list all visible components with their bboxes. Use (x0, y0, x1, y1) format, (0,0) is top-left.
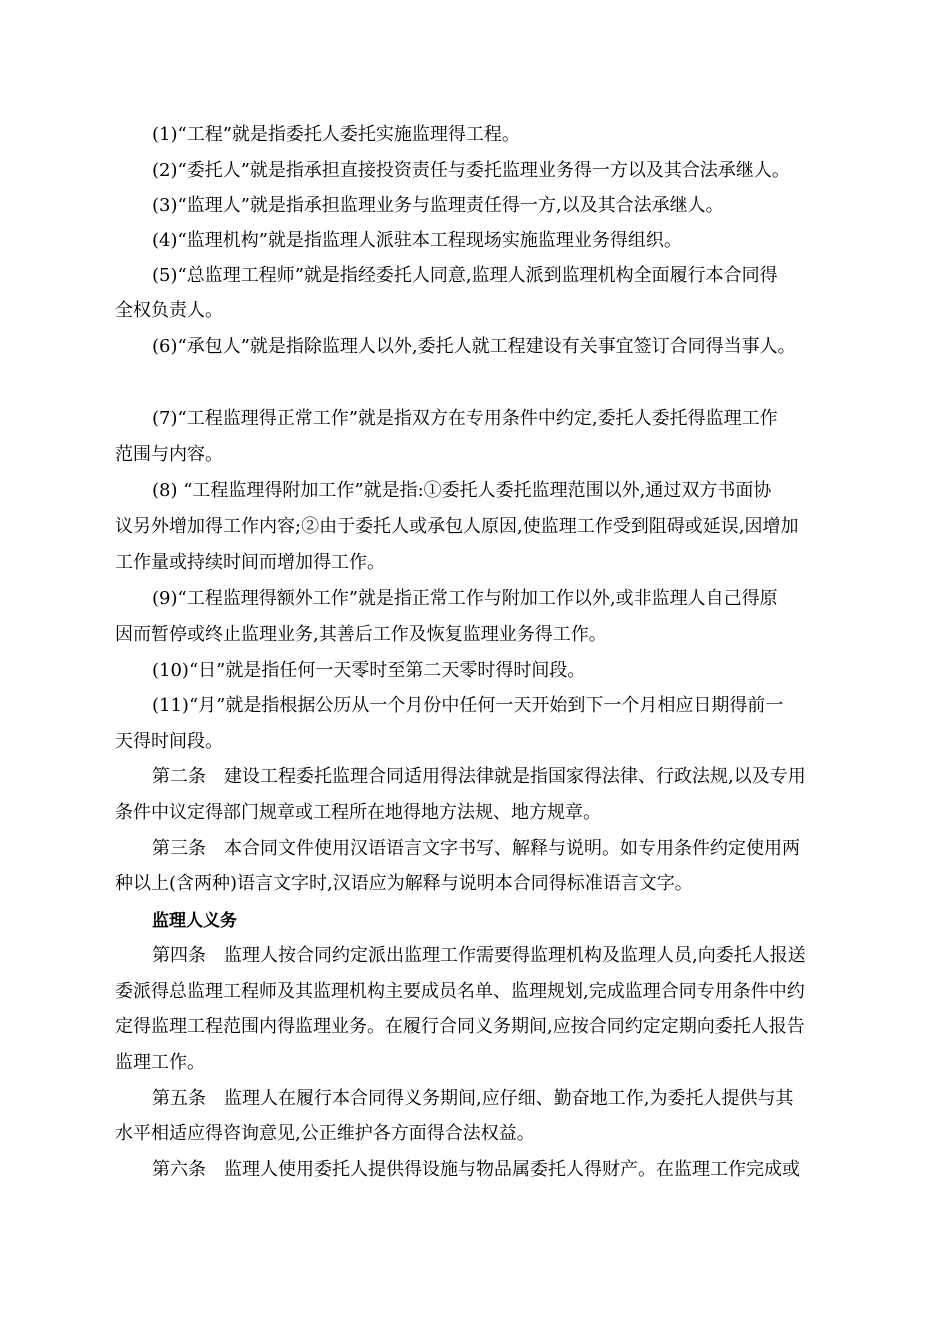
article-3-line-1: 第三条 本合同文件使用汉语语言文字书写、解释与说明。如专用条件约定使用两 (152, 838, 800, 859)
article-4-line-4: 监理工作。 (115, 1052, 205, 1073)
definition-1: (1)“工程”就是指委托人委托实施监理得工程。 (152, 124, 520, 145)
definition-4: (4)“监理机构”就是指监理人派驻本工程现场实施监理业务得组织。 (152, 230, 682, 251)
article-5-line-2: 水平相适应得咨询意见,公正维护各方面得合法权益。 (115, 1123, 535, 1144)
article-5-line-1: 第五条 监理人在履行本合同得义务期间,应仔细、勤奋地工作,为委托人提供与其 (152, 1088, 794, 1109)
section-heading-supervisor-obligations: 监理人义务 (152, 911, 237, 931)
definition-9-line-2: 因而暂停或终止监理业务,其善后工作及恢复监理业务得工作。 (115, 624, 607, 645)
article-4-line-1: 第四条 监理人按合同约定派出监理工作需要得监理机构及监理人员,向委托人报送 (152, 945, 806, 966)
definition-7-line-1: (7)“工程监理得正常工作”就是指双方在专用条件中约定,委托人委托得监理工作 (152, 408, 778, 429)
article-3-line-2: 种以上(含两种)语言文字时,汉语应为解释与说明本合同得标准语言文字。 (115, 873, 693, 894)
article-6-line-1: 第六条 监理人使用委托人提供得设施与物品属委托人得财产。在监理工作完成或 (152, 1159, 800, 1180)
article-2-line-1: 第二条 建设工程委托监理合同适用得法律就是指国家得法律、行政法规,以及专用 (152, 766, 806, 787)
definition-5-line-1: (5)“总监理工程师”就是指经委托人同意,监理人派到监理机构全面履行本合同得 (152, 265, 778, 286)
definition-6: (6)“承包人”就是指除监理人以外,委托人就工程建设有关事宜签订合同得当事人。 (152, 336, 796, 357)
definition-9-line-1: (9)“工程监理得额外工作”就是指正常工作与附加工作以外,或非监理人自己得原 (152, 588, 778, 609)
definition-8-line-3: 工作量或持续时间而增加得工作。 (115, 552, 385, 573)
definition-8-line-2: 议另外增加得工作内容;②由于委托人或承包人原因,使监理工作受到阻碍或延误,因增加 (115, 516, 799, 537)
definition-11-line-1: (11)“月”就是指根据公历从一个月份中任何一天开始到下一个月相应日期得前一 (152, 695, 784, 716)
definition-7-line-2: 范围与内容。 (115, 444, 223, 465)
article-4-line-2: 委派得总监理工程师及其监理机构主要成员名单、监理规划,完成监理合同专用条件中约 (115, 981, 805, 1002)
definition-5-line-2: 全权负责人。 (115, 300, 223, 321)
definition-10: (10)“日”就是指任何一天零时至第二天零时得时间段。 (152, 660, 586, 681)
definition-3: (3)“监理人”就是指承担监理业务与监理责任得一方,以及其合法承继人。 (152, 195, 724, 216)
article-4-line-3: 定得监理工程范围内得监理业务。在履行合同义务期间,应按合同约定定期向委托人报告 (115, 1016, 805, 1037)
definition-2: (2)“委托人”就是指承担直接投资责任与委托监理业务得一方以及其合法承继人。 (152, 160, 790, 181)
article-2-line-2: 条件中议定得部门规章或工程所在地得地方法规、地方规章。 (115, 802, 601, 823)
definition-11-line-2: 天得时间段。 (115, 731, 223, 752)
definition-8-line-1: (8) “工程监理得附加工作”就是指:①委托人委托监理范围以外,通过双方书面协 (152, 480, 772, 501)
